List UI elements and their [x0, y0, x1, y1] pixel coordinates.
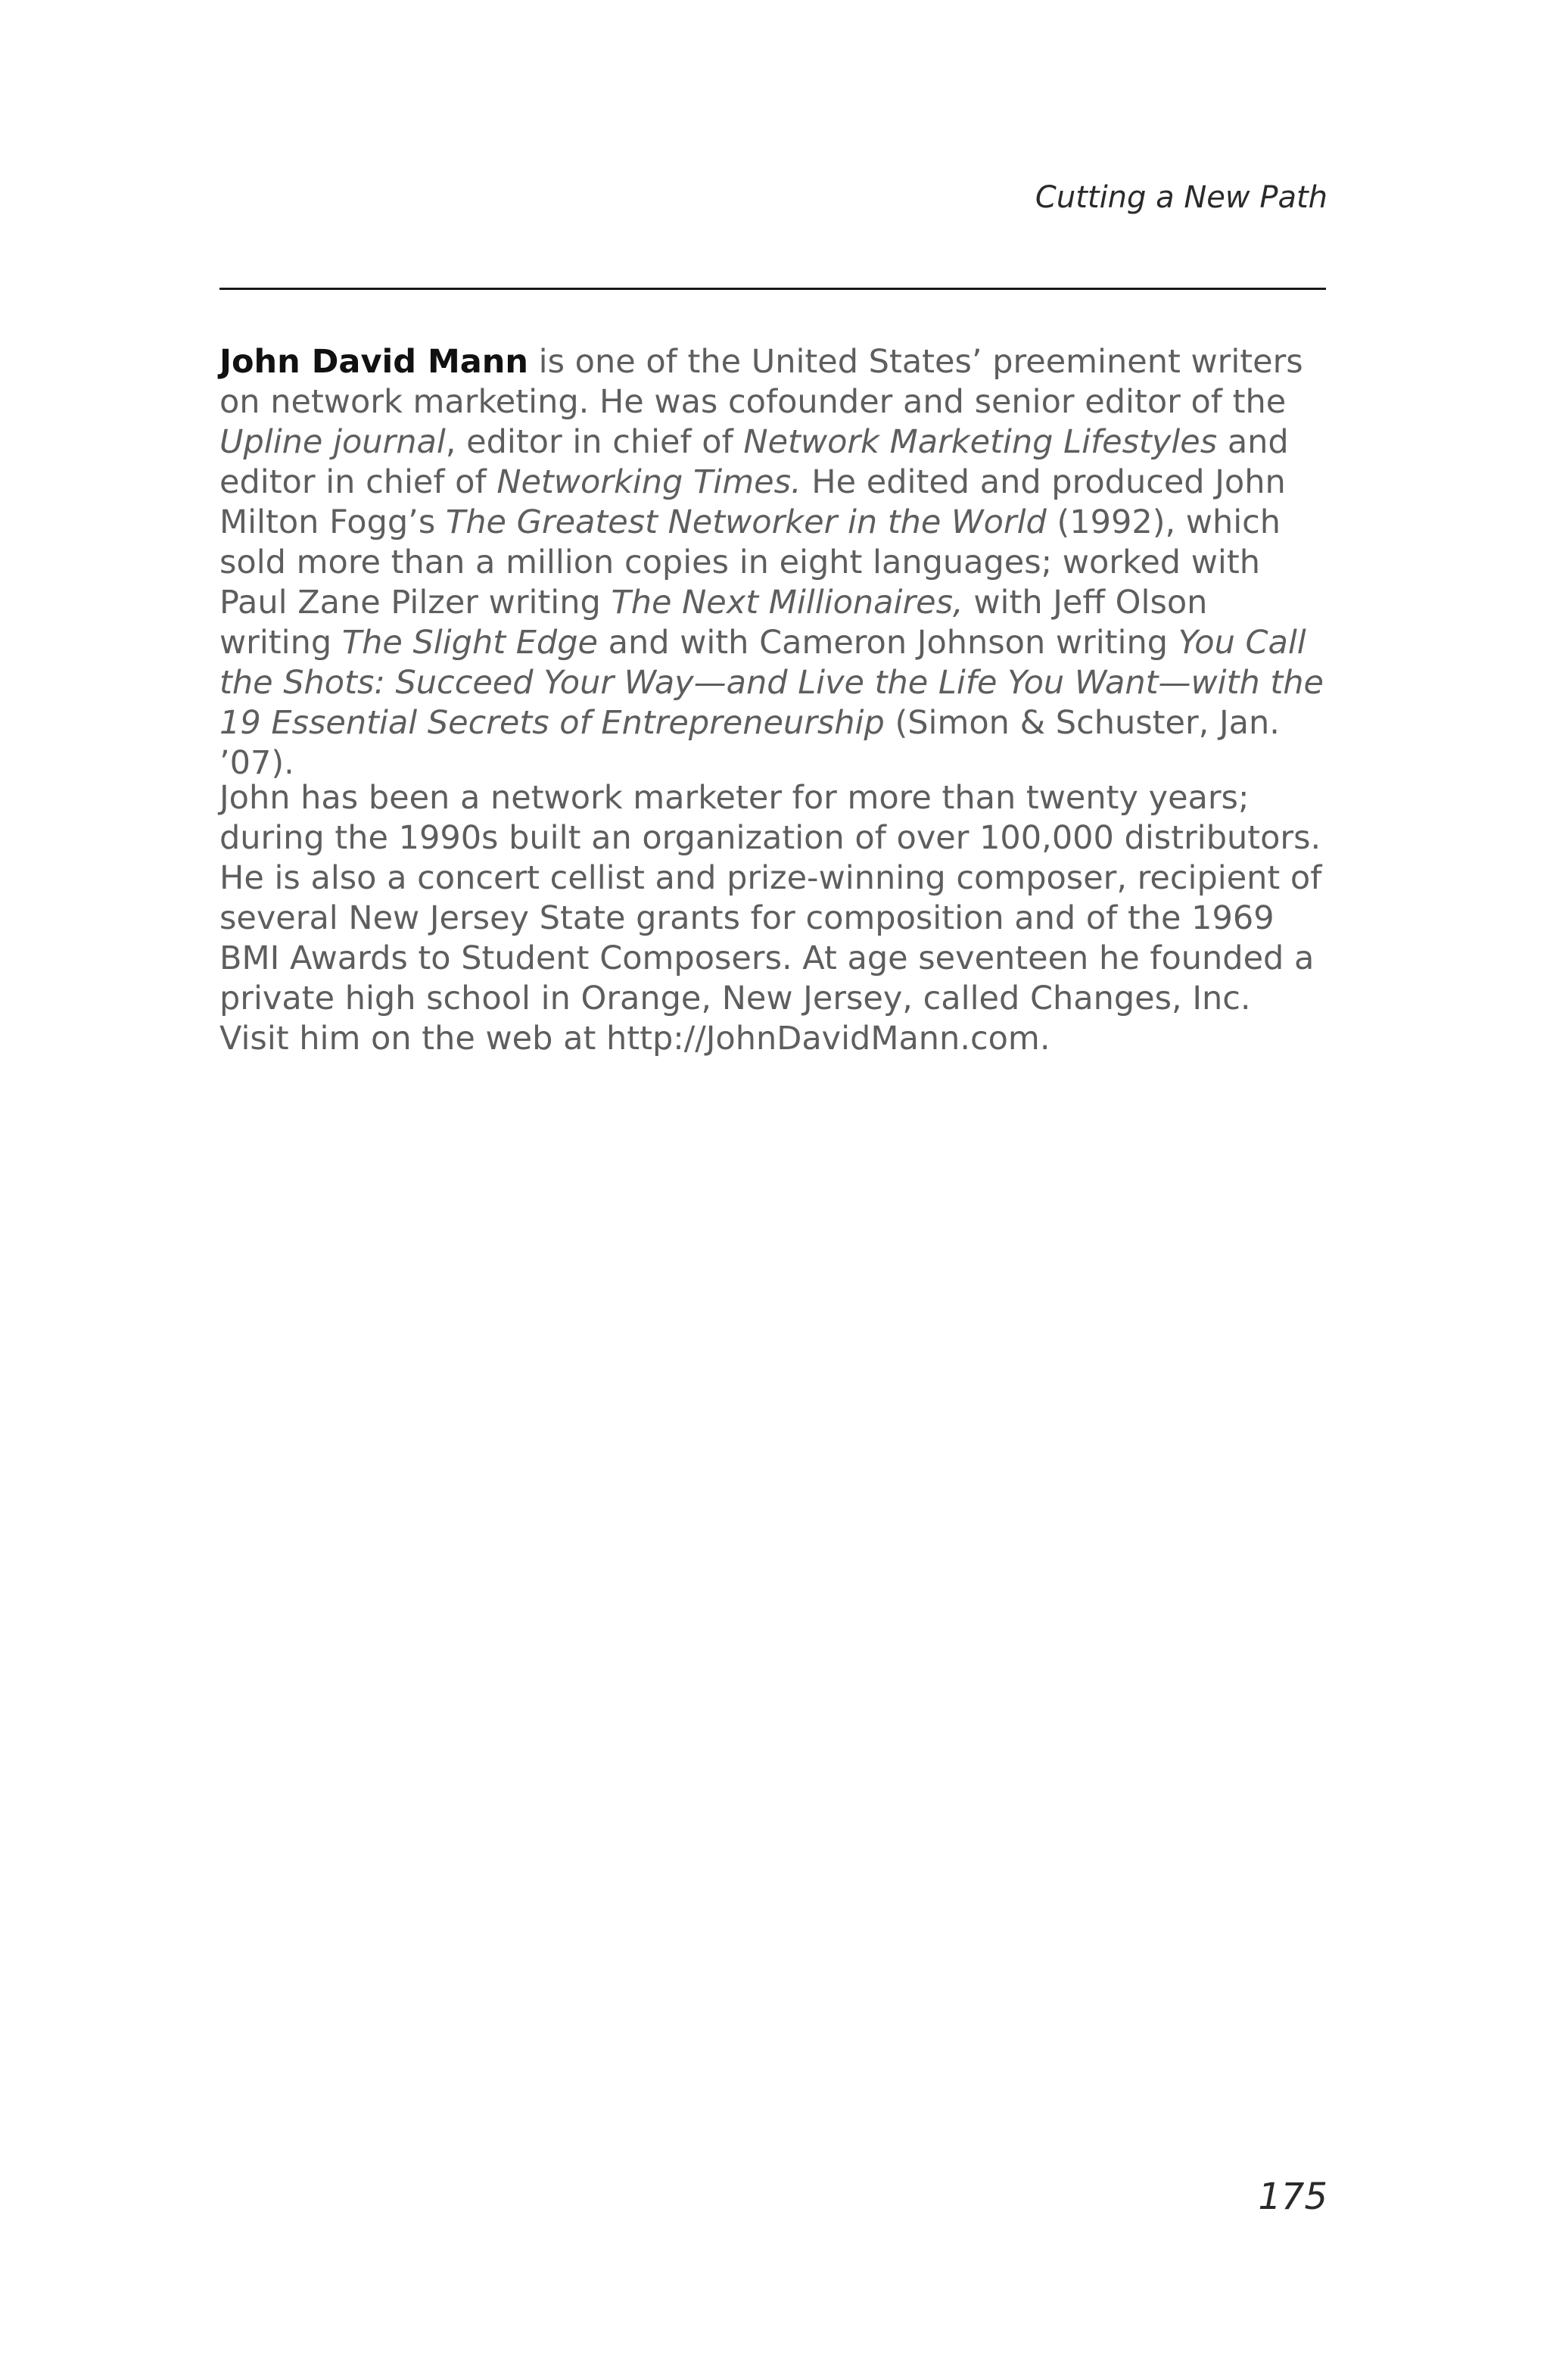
bio-text: He edited and produced John Milton Fogg’s: [219, 463, 1286, 541]
bio-text: and with Cameron Johnson writing: [597, 624, 1178, 662]
publication-title: Network Marketing Lifestyles: [743, 423, 1218, 461]
running-head: Cutting a New Path: [1035, 180, 1327, 215]
publication-title: Upline journal: [219, 423, 446, 461]
bio-text: is one of the United States’ preeminent writers on network marketing. He was cofounder and senior editor of the: [219, 343, 1303, 421]
author-name: John David Mann: [219, 343, 528, 381]
book-title: The Greatest Networker in the World: [445, 503, 1047, 541]
bio-text: and editor in chief of: [219, 423, 1289, 501]
publication-title: Networking Times.: [496, 463, 801, 501]
header-rule: [219, 288, 1326, 290]
book-title: The Slight Edge: [341, 624, 598, 662]
bio-paragraph-2: John has been a network marketer for more than twenty years; during the 1990s built an organization of over 100,000 distributors. He is also a concert cellist and prize-winning composer, recipient of several New Jersey State grants for composition and of the 1969 BMI Awards to Student Composers. At age seventeen he founded a private high school in Orange, New Jersey, called Changes, Inc. Visit him on the web at http://JohnDavidMann.com.: [219, 779, 1322, 1058]
page-number: 175: [1258, 2176, 1327, 2218]
book-title: The Next Millionaires,: [611, 584, 963, 621]
bio-text: (1992), which sold more than a million copies in eight languages; worked with Paul Zane Pilzer writing: [219, 503, 1281, 621]
bio-paragraph-1: [219, 342, 1328, 783]
book-title: You Call the Shots: Succeed Your Way—and Live the Life You Want—with the 19 Essential Secrets of Entrepreneurship: [219, 624, 1324, 742]
bio-text: (Simon & Schuster, Jan. ’07).: [219, 704, 1280, 782]
bio-text: with Jeff Olson writing: [219, 584, 1208, 662]
bio-text: , editor in chief of: [445, 423, 744, 461]
